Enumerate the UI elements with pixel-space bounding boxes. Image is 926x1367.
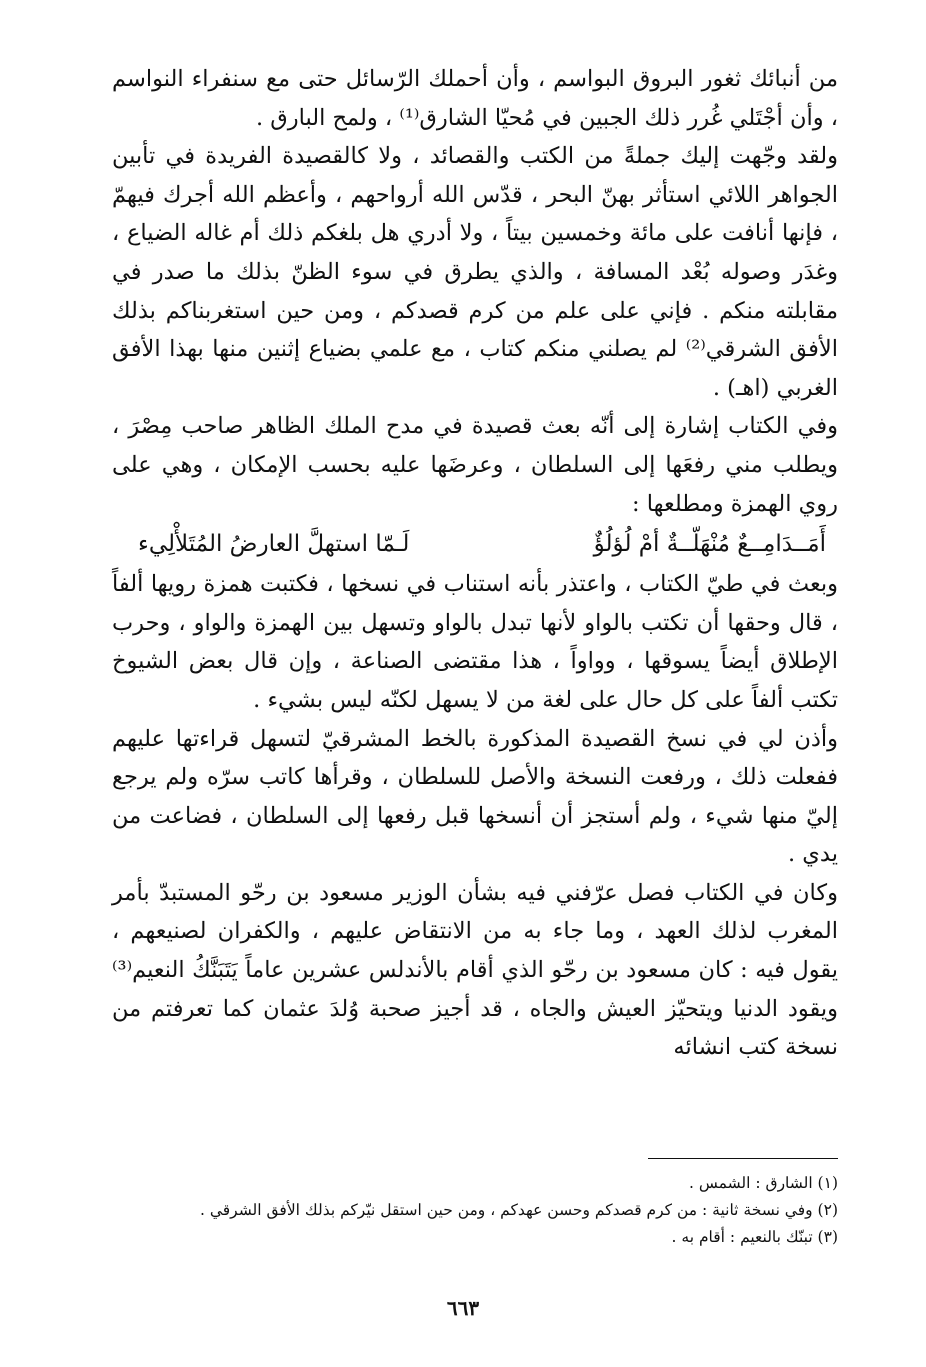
body-paragraph-4: وبعث في طيّ الكتاب ، واعتذر بأنه استناب في نسخها ، فكتبت همزة رويها ألفاً ، قال وحقها أن تكتب بالواو لأنها تبدل بالواو وتسهل بين الهمزة والواو ، وحرب الإطلاق أيضاً يسوقها ، وواواً ، هذا مقتضى الصناعة ، وإن قال بعض الشيوخ تكتب ألفاً على كل حال على لغة من لا يسهل لكنّه ليس بشيء . xyxy=(112,571,838,713)
footnote-2: (٢) وفي نسخة ثانية : من كرم قصدكم وحسن عهدكم ، ومن حين استقل نيّركم بذلك الأفق الشرقي . xyxy=(199,1201,838,1219)
poem-verse xyxy=(112,523,838,565)
body-paragraph-6: وكان في الكتاب فصل عرّفني فيه بشأن الوزير مسعود بن رحّو المستبدّ بأمر المغرب لذلك العهد ، وما جاء به من الانتقاض عليهم ، والكفران لصنيعهم ، يقول فيه : كان مسعود بن رحّو الذي أقام بالأندلس عشرين عاماً يَتَبَنَّكُ النعيم⁽³⁾ ويقود الدنيا ويتحيّز العيش والجاه ، قد أجيز صحبة وُلدَ عثمان كما تعرفتم من نسخة كتب انشائه xyxy=(112,879,838,1061)
body-paragraph-5: وأذن لي في نسخ القصيدة المذكورة بالخط المشرقيّ لتسهل قراءتها عليهم ففعلت ذلك ، ورفعت النسخة والأصل للسلطان ، وقرأها كاتب سرّه ولم يرجع إليّ منها شيء ، ولم أستجز أن أنسخها قبل رفعها إلى السلطان ، فضاعت من يدي . xyxy=(112,725,838,868)
footnote-3: (٣) تبنّك بالنعيم : أقام به . xyxy=(671,1228,838,1246)
footnote-1: (١) الشارق : الشمس . xyxy=(689,1174,838,1192)
footnote-divider xyxy=(648,1158,838,1159)
page-number: ٦٦٣ xyxy=(446,1296,480,1320)
body-paragraph-3: وفي الكتاب إشارة إلى أنّه بعث قصيدة في مدح الملك الظاهر صاحب مِصْرَ ، ويطلب مني رفعَها إلى السلطان ، وعرضَها عليه بحسب الإمكان ، وهي على روي الهمزة ومطلعها : xyxy=(112,413,838,517)
verse-first-hemistich: أَمَــدَامِــعٌ مُنْهَلّــةٌ أمْ لُؤلُؤٌ xyxy=(593,531,826,558)
footnotes xyxy=(112,1170,838,1251)
body-paragraph-2: ولقد وجّهت إليك جملةً من الكتب والقصائد ، ولا كالقصيدة الفريدة في تأبين الجواهر اللائي استأثر بهنّ البحر ، قدّس الله أرواحهم ، وأعظم الله أجرك فيهمّ ، فإنها أنافت على مائة وخمسين بيتاً ، ولا أدري هل بلغكم ذلك أم غاله الضياع ، وغدَر وصوله بُعْد المسافة ، والذي يطرق في سوء الظنّ بذلك ما صدر في مقابلته منكم . فإني على علم من كرم قصدكم ، ومن حين استغربناكم بذلك الأفق الشرقي⁽²⁾ لم يصلني منكم كتاب ، مع علمي بضياع إثنين منها بهذا الأفق الغربي (اهـ) . xyxy=(112,143,838,401)
body-paragraph-1: من أنبائك ثغور البروق البواسم ، وأن أحملك الرّسائل حتى مع سنفراء النواسم ، وأن أجْتَلي غُرر ذلك الجبين في مُحيّا الشارق⁽¹⁾ ، ولمح البارق . xyxy=(112,66,838,131)
verse-second-hemistich: لَـمّا استهلَّ العارضُ المُتَلأْلِيء xyxy=(138,531,410,558)
